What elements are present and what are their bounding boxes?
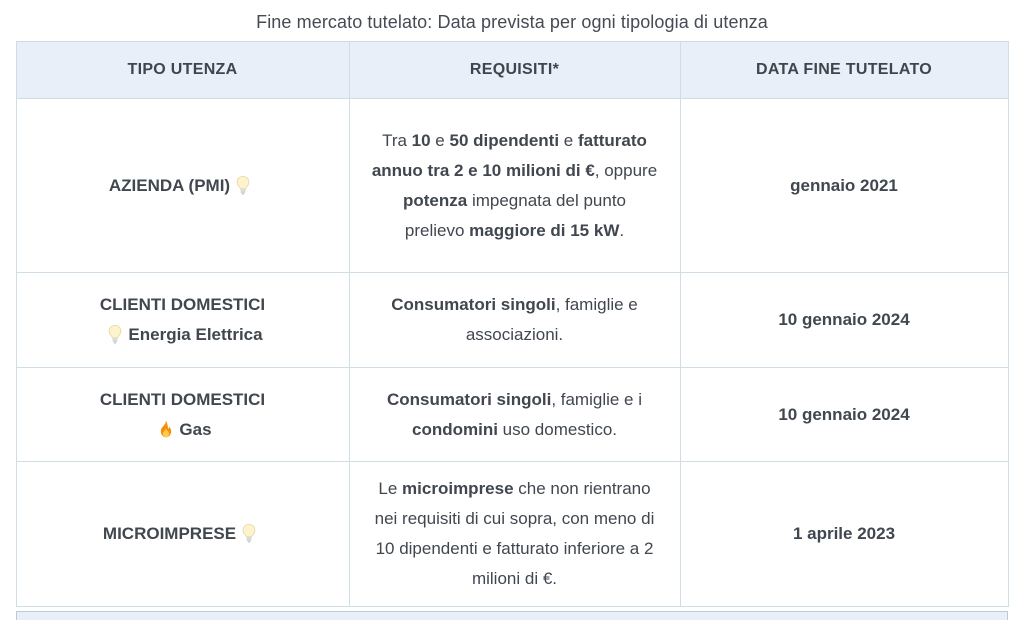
requisiti-cell	[349, 462, 680, 607]
requisiti-segment: fatturato annuo tra 2 e 10 milioni di €	[371, 130, 647, 180]
header-tipo-utenza: TIPO UTENZA	[16, 42, 349, 99]
requisiti-segment: 50 dipendenti	[449, 130, 560, 150]
tipo-line	[39, 290, 327, 320]
table-row	[16, 462, 1008, 607]
requisiti-cell	[349, 273, 680, 368]
requisiti-segment: uso domestico.	[497, 419, 617, 439]
table-body	[16, 99, 1008, 607]
data-fine-text: 1 aprile 2023	[792, 524, 896, 543]
tipo-utenza-cell	[16, 368, 349, 462]
tipo-utenza-cell	[16, 462, 349, 607]
tipo-utenza-cell	[16, 273, 349, 368]
requisiti-segment: , famiglie e associazioni.	[465, 295, 638, 344]
tipo-line	[39, 171, 327, 201]
requisiti-cell	[349, 99, 680, 273]
requisiti-segment: impegnata del punto prelievo	[404, 190, 627, 240]
data-fine-cell	[680, 99, 1008, 273]
tipo-line	[39, 385, 327, 415]
bulb-icon	[105, 324, 125, 344]
flame-icon	[156, 419, 176, 439]
tipo-line	[39, 415, 327, 445]
header-requisiti: REQUISITI*	[349, 42, 680, 99]
data-fine-text: gennaio 2021	[790, 175, 898, 195]
bulb-icon	[239, 523, 259, 543]
tipo-text: CLIENTI DOMESTICI	[99, 295, 266, 314]
requisiti-segment: Consumatori singoli	[391, 295, 556, 314]
tipo-text: CLIENTI DOMESTICI	[99, 389, 266, 409]
table-row	[16, 99, 1008, 273]
requisiti-segment: potenza	[402, 190, 468, 210]
table-header-row	[16, 42, 1008, 99]
data-fine-text: 10 gennaio 2024	[778, 404, 910, 424]
requisiti-segment: che non rientrano nei requisiti di cui sopra, con meno di 10 dipendenti e fatturato inferiore a 2 milioni di €.	[374, 479, 655, 588]
data-fine-cell	[680, 273, 1008, 368]
requisiti-segment: condomini	[411, 419, 498, 439]
data-fine-text: 10 gennaio 2024	[778, 310, 910, 329]
next-table-header-partial	[16, 611, 1008, 620]
requisiti-segment: Le	[378, 479, 403, 498]
tipo-line	[39, 519, 327, 549]
requisiti-segment: , famiglie e i	[551, 389, 643, 409]
data-fine-cell	[680, 462, 1008, 607]
header-data-fine-tutelato: DATA FINE TUTELATO	[680, 42, 1008, 99]
tipo-utenza-cell	[16, 99, 349, 273]
fine-mercato-table	[16, 41, 1009, 607]
requisiti-segment: 10	[411, 130, 431, 150]
tipo-text: Energia Elettrica	[128, 325, 263, 344]
table-row	[16, 368, 1008, 462]
tipo-text: Gas	[179, 419, 212, 439]
requisiti-segment: Tra	[382, 130, 412, 150]
requisiti-segment: microimprese	[402, 479, 514, 498]
requisiti-cell	[349, 368, 680, 462]
requisiti-segment: .	[619, 220, 625, 240]
requisiti-segment: e	[559, 130, 578, 150]
tipo-text: MICROIMPRESE	[102, 524, 237, 543]
requisiti-segment: , oppure	[594, 160, 658, 180]
table-row	[16, 273, 1008, 368]
requisiti-segment: Consumatori singoli	[386, 389, 552, 409]
requisiti-segment: e	[430, 130, 450, 150]
tipo-line	[39, 320, 327, 350]
tipo-text: AZIENDA (PMI)	[108, 175, 231, 195]
requisiti-segment: maggiore di 15 kW	[469, 220, 620, 240]
data-fine-cell	[680, 368, 1008, 462]
page-title: Fine mercato tutelato: Data prevista per ogni tipologia di utenza	[256, 12, 768, 32]
bulb-icon	[233, 175, 253, 195]
